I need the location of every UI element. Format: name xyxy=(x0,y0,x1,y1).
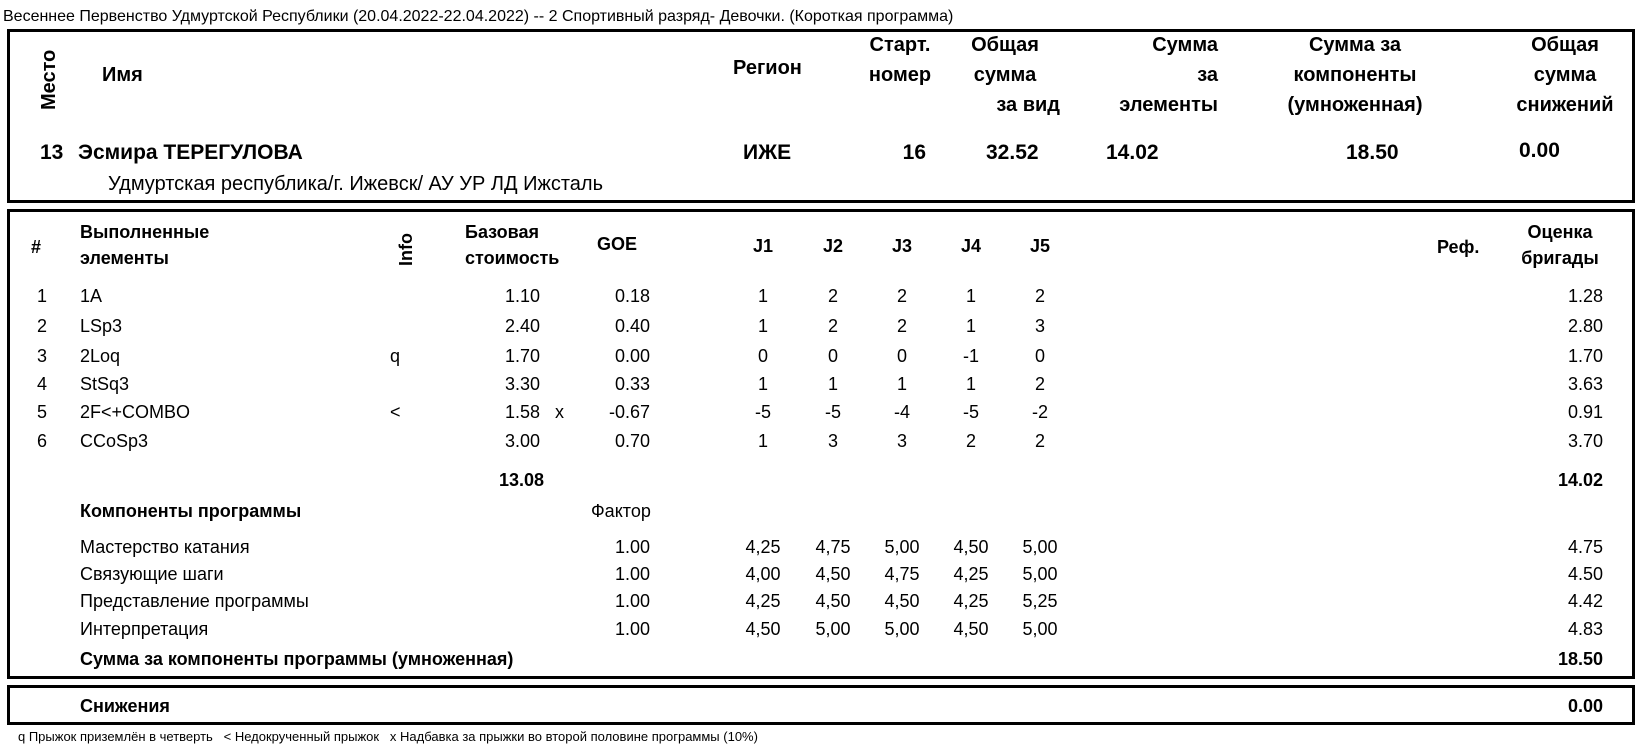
component-judge-5: 5,00 xyxy=(1022,564,1058,584)
place-header: Место xyxy=(38,49,60,110)
elements-total: 14.02 xyxy=(1557,470,1603,490)
element-num: 5 xyxy=(37,402,48,422)
component-judge-3: 4,75 xyxy=(884,564,920,584)
component-judge-3: 4,50 xyxy=(884,591,920,611)
deductions-label: Снижения xyxy=(80,696,170,716)
element-judge-1: 1 xyxy=(757,431,768,451)
component-judge-4: 4,50 xyxy=(953,537,989,557)
info-header: Info xyxy=(396,233,416,266)
component-judge-5: 5,25 xyxy=(1022,591,1058,611)
element-info: q xyxy=(390,346,401,366)
skater-deductions: 0.00 xyxy=(1519,139,1560,162)
base-total: 13.08 xyxy=(498,470,544,490)
legend: q Прыжок приземлён в четверть < Недокрученный прыжок x Надбавка за прыжки во второй половине программы (10%) xyxy=(18,729,758,744)
num-header: # xyxy=(31,237,42,257)
element-name: CCoSp3 xyxy=(80,431,149,451)
start-no-header: Старт. номер xyxy=(868,34,932,86)
component-judge-3: 5,00 xyxy=(884,537,920,557)
element-num: 2 xyxy=(37,316,48,336)
component-judge-2: 5,00 xyxy=(815,619,851,639)
deductions-value: 0.00 xyxy=(1567,696,1603,716)
component-name: Связующие шаги xyxy=(80,564,224,584)
component-score: 4.75 xyxy=(1567,537,1603,557)
element-base: 3.30 xyxy=(504,374,540,394)
panel-header: Оценка бригады xyxy=(1521,222,1599,268)
element-base: 1.70 xyxy=(504,346,540,366)
component-judge-4: 4,50 xyxy=(953,619,989,639)
element-name: StSq3 xyxy=(80,374,130,394)
component-factor: 1.00 xyxy=(614,591,650,611)
components-total: 18.50 xyxy=(1557,649,1603,669)
element-judge-5: -2 xyxy=(1031,402,1048,422)
element-judge-1: 0 xyxy=(757,346,768,366)
element-info: < xyxy=(390,402,401,422)
component-judge-1: 4,00 xyxy=(745,564,781,584)
element-judge-4: 1 xyxy=(965,286,976,306)
element-judge-5: 3 xyxy=(1034,316,1045,336)
element-judge-4: 1 xyxy=(965,316,976,336)
element-base: 3.00 xyxy=(504,431,540,451)
element-judge-2: 0 xyxy=(827,346,838,366)
component-judge-1: 4,50 xyxy=(745,619,781,639)
element-score: 3.70 xyxy=(1567,431,1603,451)
element-judge-5: 0 xyxy=(1034,346,1045,366)
region-header: Регион xyxy=(733,57,802,79)
element-base: 1.10 xyxy=(504,286,540,306)
judge-header-5: J5 xyxy=(1029,236,1051,256)
element-name: 2Loq xyxy=(80,346,121,366)
judge-header-1: J1 xyxy=(752,236,774,256)
component-name: Представление программы xyxy=(80,591,309,611)
element-judge-3: 1 xyxy=(896,374,907,394)
element-judge-3: 3 xyxy=(896,431,907,451)
element-judge-4: 2 xyxy=(965,431,976,451)
element-base: 1.58 xyxy=(504,402,540,422)
skater-components-score: 18.50 xyxy=(1346,141,1399,164)
element-judge-3: 2 xyxy=(896,286,907,306)
element-judge-1: 1 xyxy=(757,286,768,306)
element-score: 0.91 xyxy=(1567,402,1603,422)
skater-place: 13 xyxy=(40,141,64,164)
component-judge-4: 4,25 xyxy=(953,591,989,611)
skater-elements-score: 14.02 xyxy=(1106,141,1159,164)
element-name: 1A xyxy=(80,286,103,306)
judge-header-3: J3 xyxy=(891,236,913,256)
factor-label: Фактор xyxy=(591,501,651,521)
element-judge-2: 2 xyxy=(827,316,838,336)
element-num: 1 xyxy=(37,286,48,306)
element-judge-2: 1 xyxy=(827,374,838,394)
components-total-label: Сумма за компоненты программы (умноженная) xyxy=(80,649,514,669)
component-factor: 1.00 xyxy=(614,537,650,557)
skater-region: ИЖЕ xyxy=(743,141,792,164)
deductions-box xyxy=(7,685,1635,725)
component-score: 4.42 xyxy=(1567,591,1603,611)
element-goe: -0.67 xyxy=(608,402,650,422)
element-base: 2.40 xyxy=(504,316,540,336)
element-judge-4: -1 xyxy=(962,346,979,366)
element-goe: 0.00 xyxy=(614,346,650,366)
element-judge-1: -5 xyxy=(754,402,771,422)
name-header: Имя xyxy=(102,64,143,86)
element-judge-3: -4 xyxy=(893,402,910,422)
element-score: 1.70 xyxy=(1567,346,1603,366)
ref-header: Реф. xyxy=(1437,237,1480,257)
element-bonus-mark: x xyxy=(555,402,564,422)
element-goe: 0.70 xyxy=(614,431,650,451)
component-judge-1: 4,25 xyxy=(745,537,781,557)
element-num: 3 xyxy=(37,346,48,366)
judge-header-2: J2 xyxy=(822,236,844,256)
element-score: 1.28 xyxy=(1567,286,1603,306)
judge-header-4: J4 xyxy=(960,236,982,256)
element-num: 4 xyxy=(37,374,48,394)
component-judge-2: 4,50 xyxy=(815,564,851,584)
element-goe: 0.33 xyxy=(614,374,650,394)
element-judge-2: -5 xyxy=(824,402,841,422)
skater-club: Удмуртская республика/г. Ижевск/ АУ УР ЛД Ижсталь xyxy=(108,173,604,195)
skater-name: Эсмира ТЕРЕГУЛОВА xyxy=(78,141,303,164)
element-score: 2.80 xyxy=(1567,316,1603,336)
base-header: Базовая стоимость xyxy=(465,222,560,268)
event-title: Весеннее Первенство Удмуртской Республики (20.04.2022-22.04.2022) -- 2 Спортивный разряд- Девочки. (Короткая программа) xyxy=(3,8,954,25)
component-score: 4.50 xyxy=(1567,564,1603,584)
element-num: 6 xyxy=(37,431,48,451)
element-name: 2F<+COMBO xyxy=(80,402,191,422)
element-judge-4: 1 xyxy=(965,374,976,394)
components-sum-header: Сумма за компоненты (умноженная) xyxy=(1287,34,1423,116)
component-judge-4: 4,25 xyxy=(953,564,989,584)
component-judge-3: 5,00 xyxy=(884,619,920,639)
component-name: Мастерство катания xyxy=(80,537,250,557)
components-label: Компоненты программы xyxy=(80,501,302,521)
skater-start-no: 16 xyxy=(902,141,926,164)
deductions-header: Общая сумма снижений xyxy=(1516,34,1614,116)
element-judge-1: 1 xyxy=(757,374,768,394)
component-judge-1: 4,25 xyxy=(745,591,781,611)
goe-header: GOE xyxy=(597,234,638,254)
element-name: LSp3 xyxy=(80,316,123,336)
element-goe: 0.18 xyxy=(614,286,650,306)
component-judge-5: 5,00 xyxy=(1022,537,1058,557)
component-judge-2: 4,50 xyxy=(815,591,851,611)
element-judge-2: 2 xyxy=(827,286,838,306)
component-judge-5: 5,00 xyxy=(1022,619,1058,639)
total-header: Общая сумма за вид xyxy=(971,34,1060,116)
element-score: 3.63 xyxy=(1567,374,1603,394)
element-judge-3: 0 xyxy=(896,346,907,366)
element-judge-4: -5 xyxy=(962,402,979,422)
component-judge-2: 4,75 xyxy=(815,537,851,557)
elements-sum-header: Сумма за элементы xyxy=(1119,34,1218,116)
element-judge-5: 2 xyxy=(1034,374,1045,394)
skater-total: 32.52 xyxy=(986,141,1039,164)
element-judge-5: 2 xyxy=(1034,286,1045,306)
element-goe: 0.40 xyxy=(614,316,650,336)
component-name: Интерпретация xyxy=(80,619,209,639)
component-factor: 1.00 xyxy=(614,619,650,639)
component-score: 4.83 xyxy=(1567,619,1603,639)
element-judge-3: 2 xyxy=(896,316,907,336)
element-judge-2: 3 xyxy=(827,431,838,451)
element-judge-1: 1 xyxy=(757,316,768,336)
component-factor: 1.00 xyxy=(614,564,650,584)
element-judge-5: 2 xyxy=(1034,431,1045,451)
executed-header: Выполненные элементы xyxy=(80,222,210,268)
